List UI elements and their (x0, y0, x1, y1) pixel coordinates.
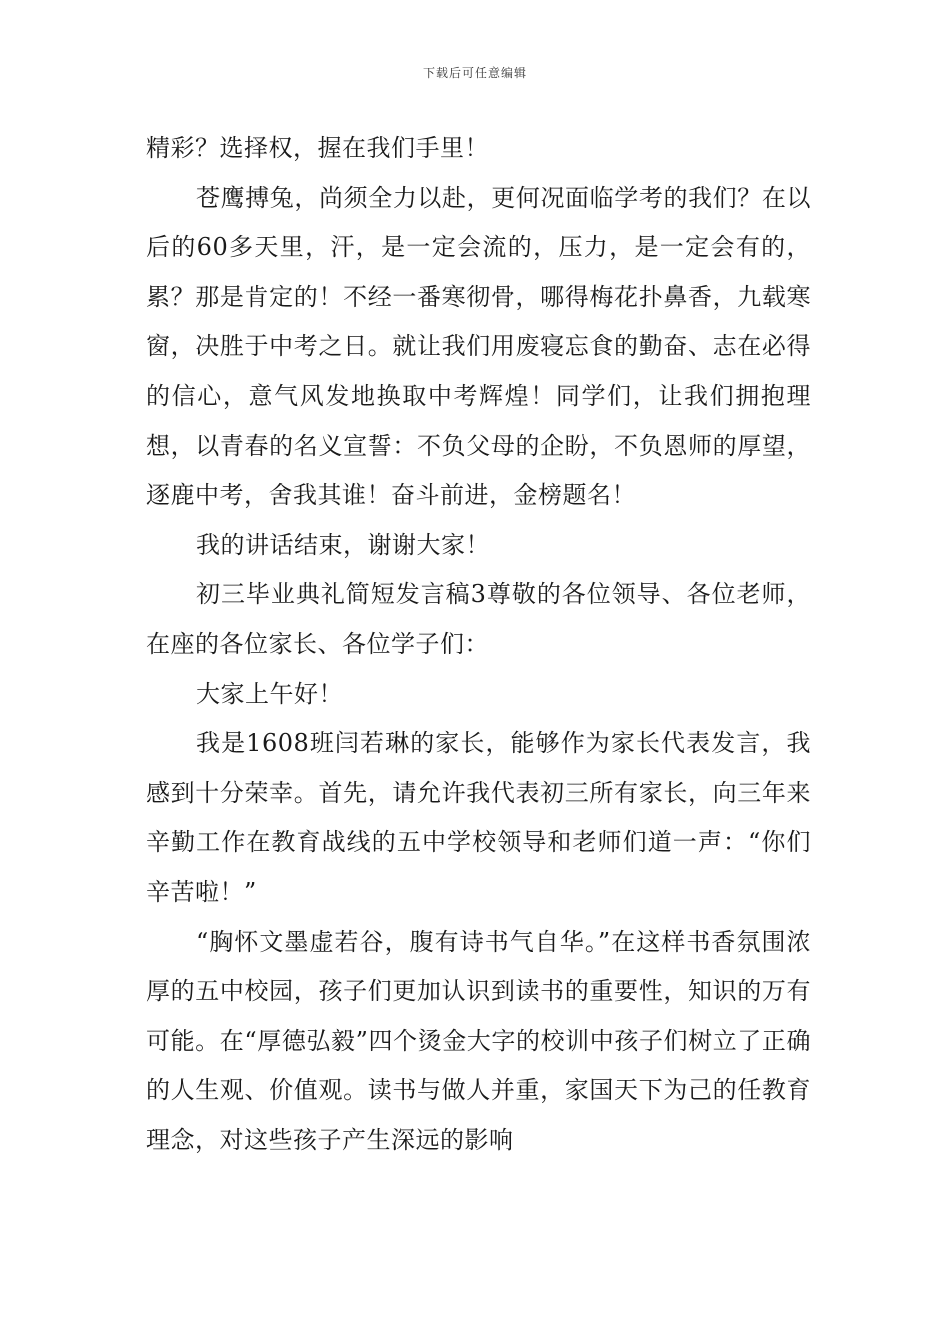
paragraph-1: 精彩？选择权，握在我们手里！ (146, 134, 489, 162)
document-body (146, 124, 811, 1165)
paragraph-7: “胸怀文墨虚若谷，腹有诗书气自华。”在这样书香氛围浓厚的五中校园，孩子们更加认识到读书的重要性，知识的万有可能。在“厚德弘毅”四个烫金大字的校训中孩子们树立了正确的人生观、价值观。读书与做人并重，家国天下为己的任教育理念，对这些孩子产生深远的影响 (146, 927, 811, 1154)
paragraph-4: 初三毕业典礼简短发言稿3尊敬的各位领导、各位老师，在座的各位家长、各位学子们： (146, 580, 811, 658)
paragraph-6: 我是1608班闫若琳的家长，能够作为家长代表发言，我感到十分荣幸。首先，请允许我代表初三所有家长，向三年来辛勤工作在教育战线的五中学校领导和老师们道一声：“你们辛苦啦！” (146, 729, 811, 906)
paragraph-5: 大家上午好！ (196, 679, 343, 708)
paragraph-2: 苍鹰搏兔，尚须全力以赴，更何况面临学考的我们？在以后的60多天里，汗，是一定会流的，压力，是一定会有的，累？那是肯定的！不经一番寒彻骨，哪得梅花扑鼻香，九载寒窗，决胜于中考之日。就让我们用废寝忘食的勤奋、志在必得的信心，意气风发地换取中考辉煌！同学们，让我们拥抱理想，以青春的名义宣誓：不负父母的企盼，不负恩师的厚望，逐鹿中考，舍我其谁！奋斗前进，金榜题名！ (146, 183, 811, 510)
page-header: 下载后可任意编辑 (422, 66, 527, 80)
paragraph-3: 我的讲话结束，谢谢大家！ (196, 530, 490, 559)
